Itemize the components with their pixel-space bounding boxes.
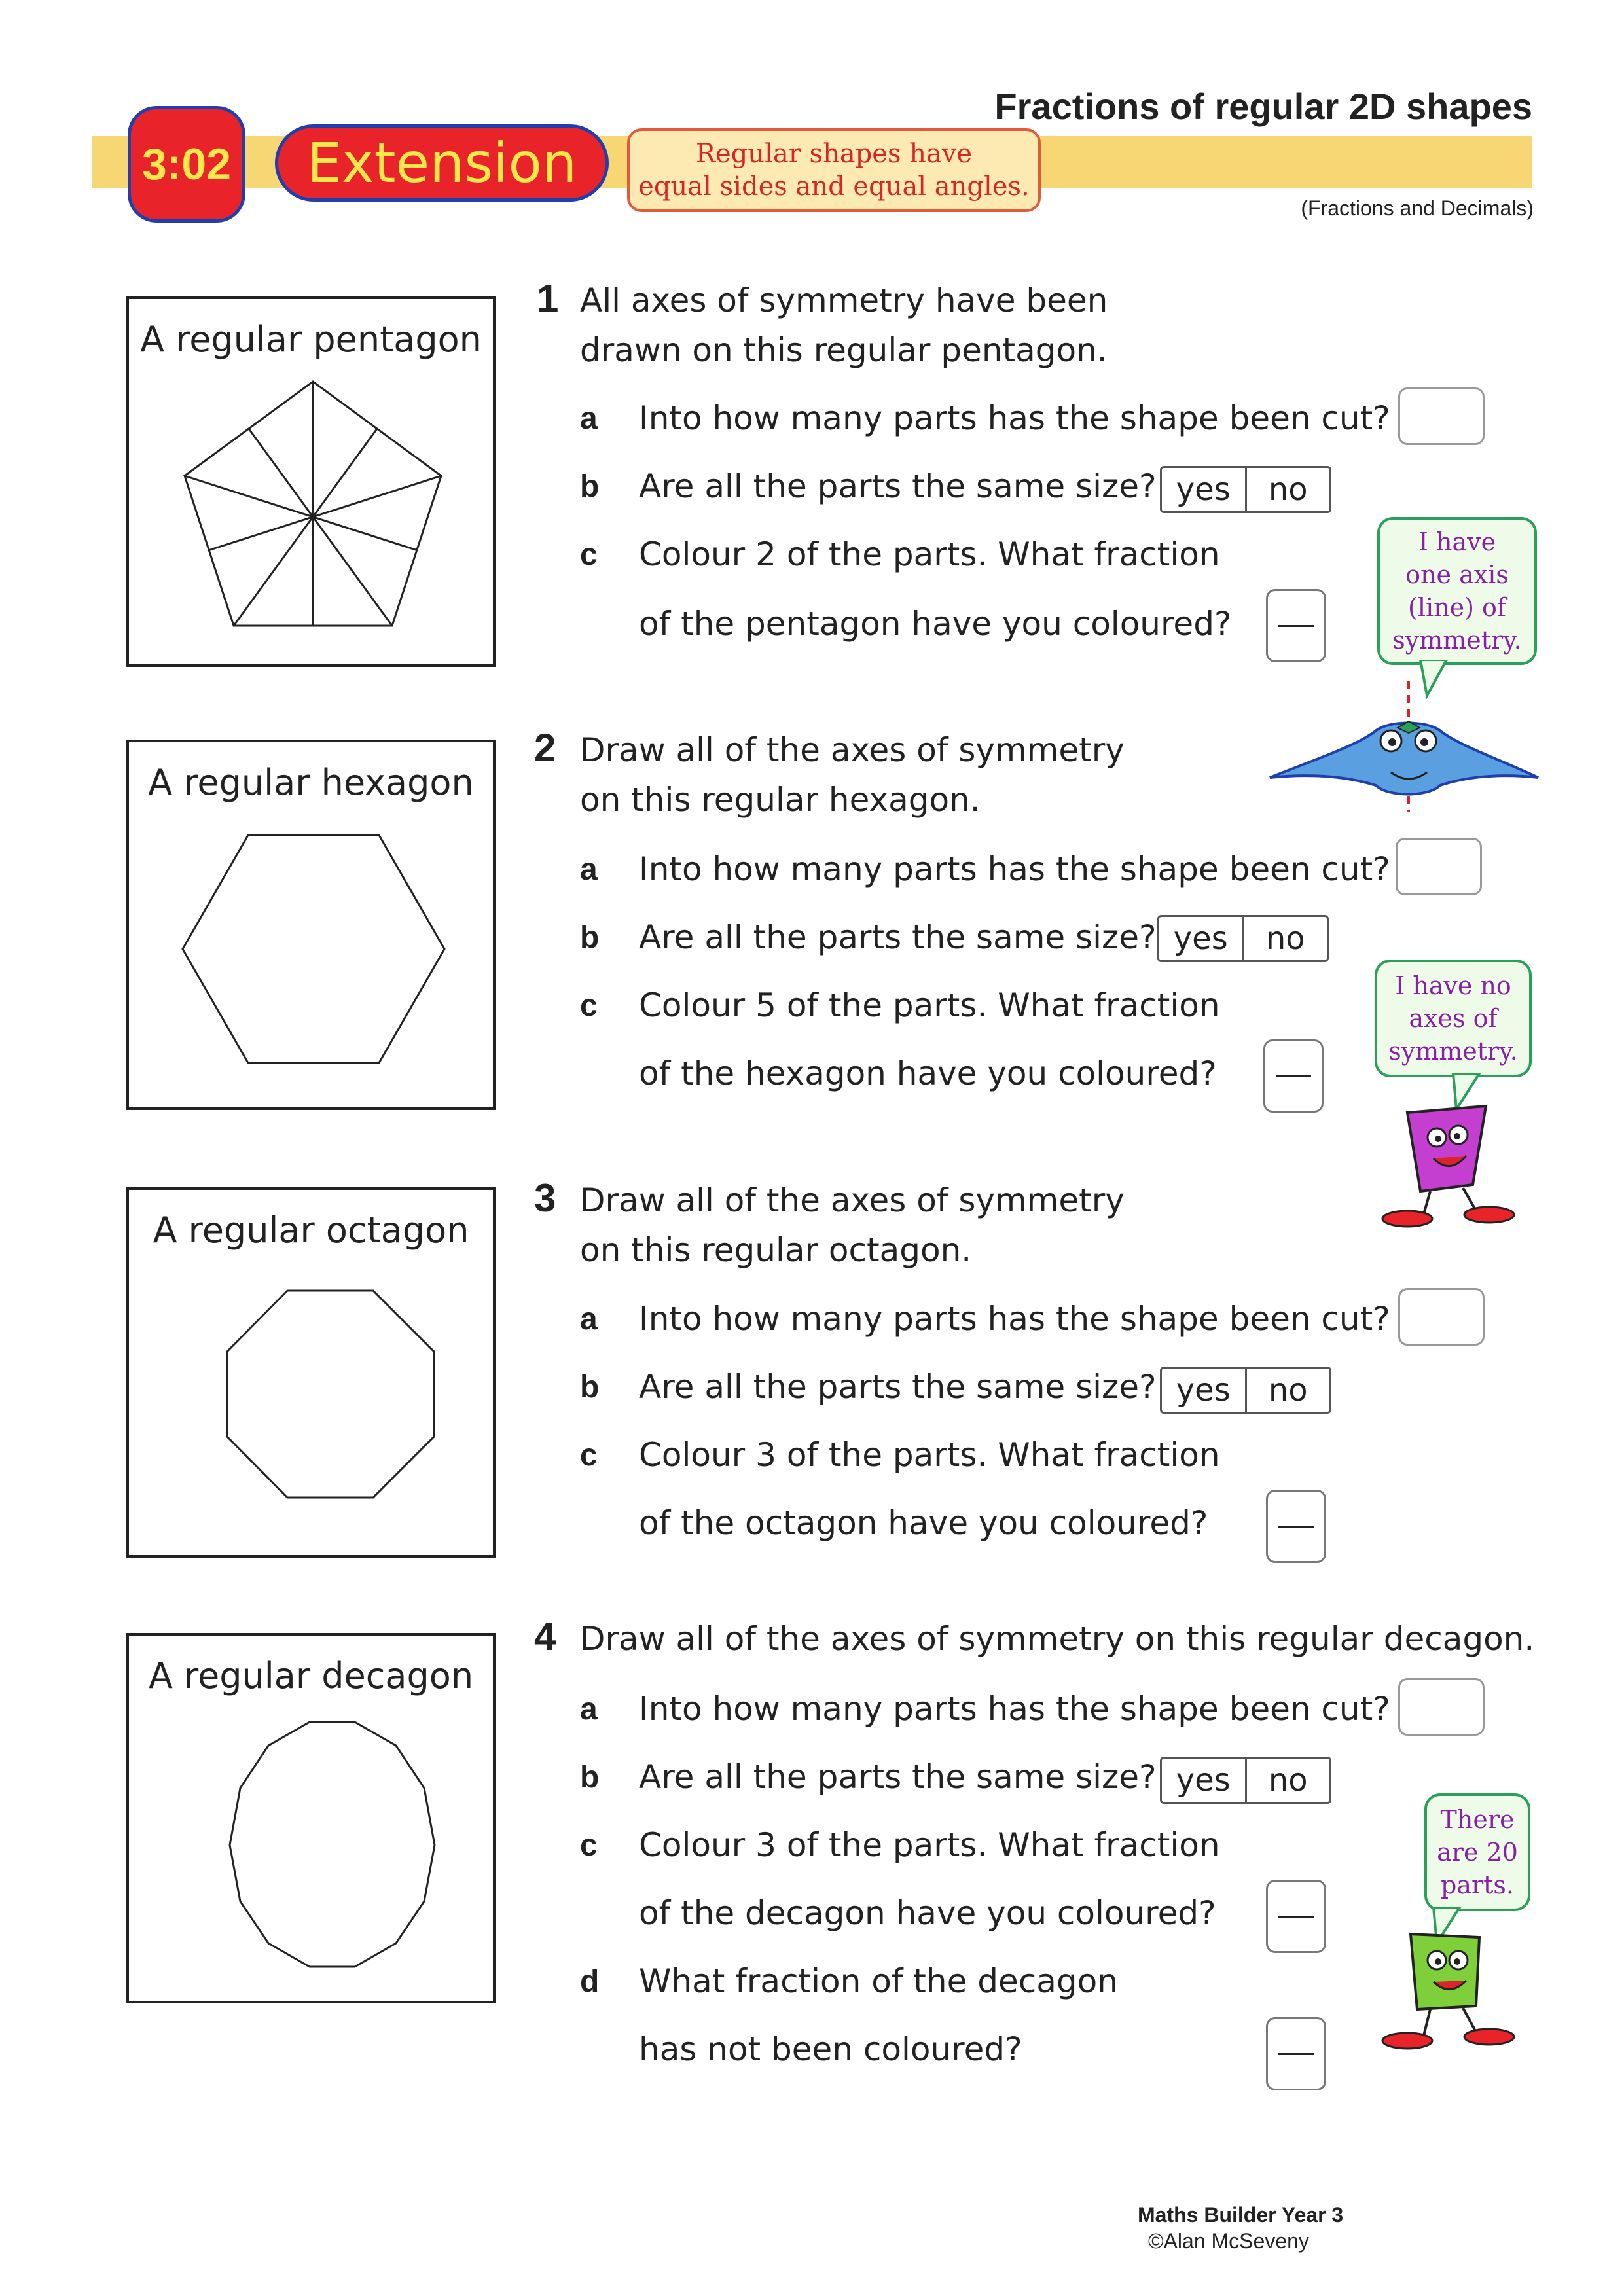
no-option[interactable]: no — [1242, 917, 1327, 960]
question-number: 3 — [534, 1176, 556, 1220]
part-text: Colour 2 of the parts. What fraction — [639, 535, 1220, 573]
part-text: Into how many parts has the shape been cut? — [639, 1690, 1390, 1728]
part-text: of the pentagon have you coloured? — [639, 605, 1232, 643]
fraction-answer-box[interactable] — [1263, 1039, 1324, 1113]
square-character-icon — [1362, 1924, 1519, 2055]
yes-option[interactable]: yes — [1176, 1372, 1231, 1408]
part-text: Are all the parts the same size? — [639, 918, 1157, 956]
yes-no-choice — [1160, 1757, 1331, 1804]
hexagon-outline — [183, 835, 444, 1063]
fraction-line — [1278, 1916, 1314, 1918]
bubble-line: There — [1440, 1805, 1515, 1834]
symmetry-axis — [234, 429, 377, 626]
yes-no-choice — [1160, 466, 1331, 513]
decagon-outline — [230, 1722, 435, 1967]
part-letter: a — [580, 1692, 598, 1727]
stingray-character-icon — [1257, 681, 1545, 812]
tip-line-2: equal sides and equal angles. — [638, 171, 1030, 202]
no-option[interactable]: no — [1245, 468, 1330, 511]
footer-book-title: Maths Builder Year 3 — [1138, 2203, 1344, 2227]
pentagon-figure — [129, 299, 498, 670]
fraction-line — [1278, 1526, 1314, 1528]
shape-title: A regular hexagon — [148, 762, 474, 803]
bubble-line: I have — [1418, 528, 1496, 556]
question-text: drawn on this regular pentagon. — [580, 331, 1108, 369]
part-text: Into how many parts has the shape been cut? — [639, 399, 1390, 437]
fraction-line — [1276, 1075, 1311, 1077]
part-text: Colour 5 of the parts. What fraction — [639, 986, 1220, 1024]
part-letter: b — [580, 1760, 600, 1795]
speech-bubble-no-axes — [1375, 960, 1532, 1077]
speech-bubble-twenty-parts — [1424, 1793, 1530, 1911]
part-letter: a — [580, 1302, 598, 1336]
question-text: Draw all of the axes of symmetry on this regular decagon. — [580, 1620, 1535, 1658]
answer-box[interactable] — [1398, 1288, 1485, 1346]
part-letter: a — [580, 401, 598, 436]
part-letter: c — [580, 537, 598, 572]
question-text: Draw all of the axes of symmetry — [580, 1181, 1125, 1219]
bubble-line: symmetry. — [1392, 626, 1522, 655]
symmetry-axis — [249, 429, 392, 626]
fraction-answer-box[interactable] — [1266, 1880, 1326, 1953]
yes-option[interactable]: yes — [1176, 471, 1231, 508]
fraction-line — [1278, 2053, 1314, 2055]
question-text: Draw all of the axes of symmetry — [580, 731, 1125, 769]
part-text: Are all the parts the same size? — [639, 1758, 1157, 1796]
hexagon-box — [126, 740, 496, 1110]
fraction-answer-box[interactable] — [1266, 1490, 1326, 1563]
footer-copyright: ©Alan McSeveny — [1148, 2229, 1309, 2253]
hexagon-figure — [129, 742, 498, 1113]
bubble-line: are 20 — [1437, 1838, 1518, 1867]
subject-label: (Fractions and Decimals) — [1301, 196, 1534, 220]
answer-box[interactable] — [1398, 387, 1485, 445]
bubble-line: axes of — [1409, 1004, 1498, 1033]
bubble-line: symmetry. — [1388, 1037, 1518, 1066]
symmetry-axis — [208, 476, 441, 550]
no-option[interactable]: no — [1245, 1759, 1330, 1802]
part-letter: b — [580, 469, 600, 504]
part-letter: c — [580, 1828, 598, 1863]
part-letter: c — [580, 1438, 598, 1473]
bubble-line: (line) of — [1408, 593, 1506, 622]
speech-bubble-one-axis — [1377, 517, 1537, 665]
octagon-figure — [129, 1190, 498, 1560]
part-letter: b — [580, 920, 600, 955]
part-text: Colour 3 of the parts. What fraction — [639, 1826, 1220, 1864]
part-letter: a — [580, 852, 598, 887]
pentagon-box — [126, 296, 496, 667]
fraction-line — [1278, 625, 1314, 627]
question-number: 2 — [534, 726, 556, 770]
shape-title: A regular decagon — [148, 1655, 474, 1696]
part-text: of the hexagon have you coloured? — [639, 1054, 1217, 1092]
tip-box — [627, 128, 1041, 212]
question-text: All axes of symmetry have been — [580, 281, 1108, 319]
part-text: has not been coloured? — [639, 2030, 1022, 2068]
tip-line-1: Regular shapes have — [695, 139, 973, 169]
question-number: 4 — [534, 1615, 556, 1659]
no-option[interactable]: no — [1245, 1369, 1330, 1412]
question-text: on this regular octagon. — [580, 1231, 972, 1269]
octagon-outline — [227, 1291, 434, 1498]
question-text: on this regular hexagon. — [580, 781, 981, 819]
part-letter: b — [580, 1370, 600, 1405]
page-title: Fractions of regular 2D shapes — [994, 86, 1532, 127]
bubble-line: one axis — [1405, 560, 1509, 589]
part-letter: c — [580, 988, 598, 1023]
answer-box[interactable] — [1398, 1678, 1485, 1736]
symmetry-axis — [185, 476, 418, 550]
part-text: Into how many parts has the shape been cut? — [639, 1300, 1390, 1338]
trapezium-character-icon — [1362, 1100, 1519, 1230]
part-text: What fraction of the decagon — [639, 1962, 1118, 2000]
octagon-box — [126, 1187, 496, 1558]
part-text: Into how many parts has the shape been cut? — [639, 850, 1390, 888]
part-text: Are all the parts the same size? — [639, 1368, 1157, 1406]
fraction-answer-box[interactable] — [1266, 589, 1326, 662]
part-text: Colour 3 of the parts. What fraction — [639, 1436, 1220, 1474]
question-number: 1 — [537, 277, 559, 321]
decagon-figure — [129, 1636, 498, 2006]
yes-option[interactable]: yes — [1173, 920, 1228, 957]
part-letter: d — [580, 1964, 600, 1999]
bubble-line: parts. — [1441, 1871, 1514, 1899]
decagon-box — [126, 1633, 496, 2003]
yes-option[interactable]: yes — [1176, 1762, 1231, 1799]
level-badge: Extension — [275, 124, 609, 202]
part-text: of the decagon have you coloured? — [639, 1894, 1216, 1932]
fraction-answer-box[interactable] — [1266, 2017, 1326, 2090]
part-text: Are all the parts the same size? — [639, 467, 1157, 505]
bubble-line: I have no — [1395, 971, 1511, 1000]
answer-box[interactable] — [1396, 838, 1482, 895]
shape-title: A regular octagon — [153, 1210, 469, 1251]
part-text: of the octagon have you coloured? — [639, 1504, 1208, 1542]
yes-no-choice — [1157, 915, 1329, 962]
yes-no-choice — [1160, 1367, 1331, 1414]
unit-badge: 3:02 — [128, 106, 245, 223]
shape-title: A regular pentagon — [140, 319, 482, 360]
